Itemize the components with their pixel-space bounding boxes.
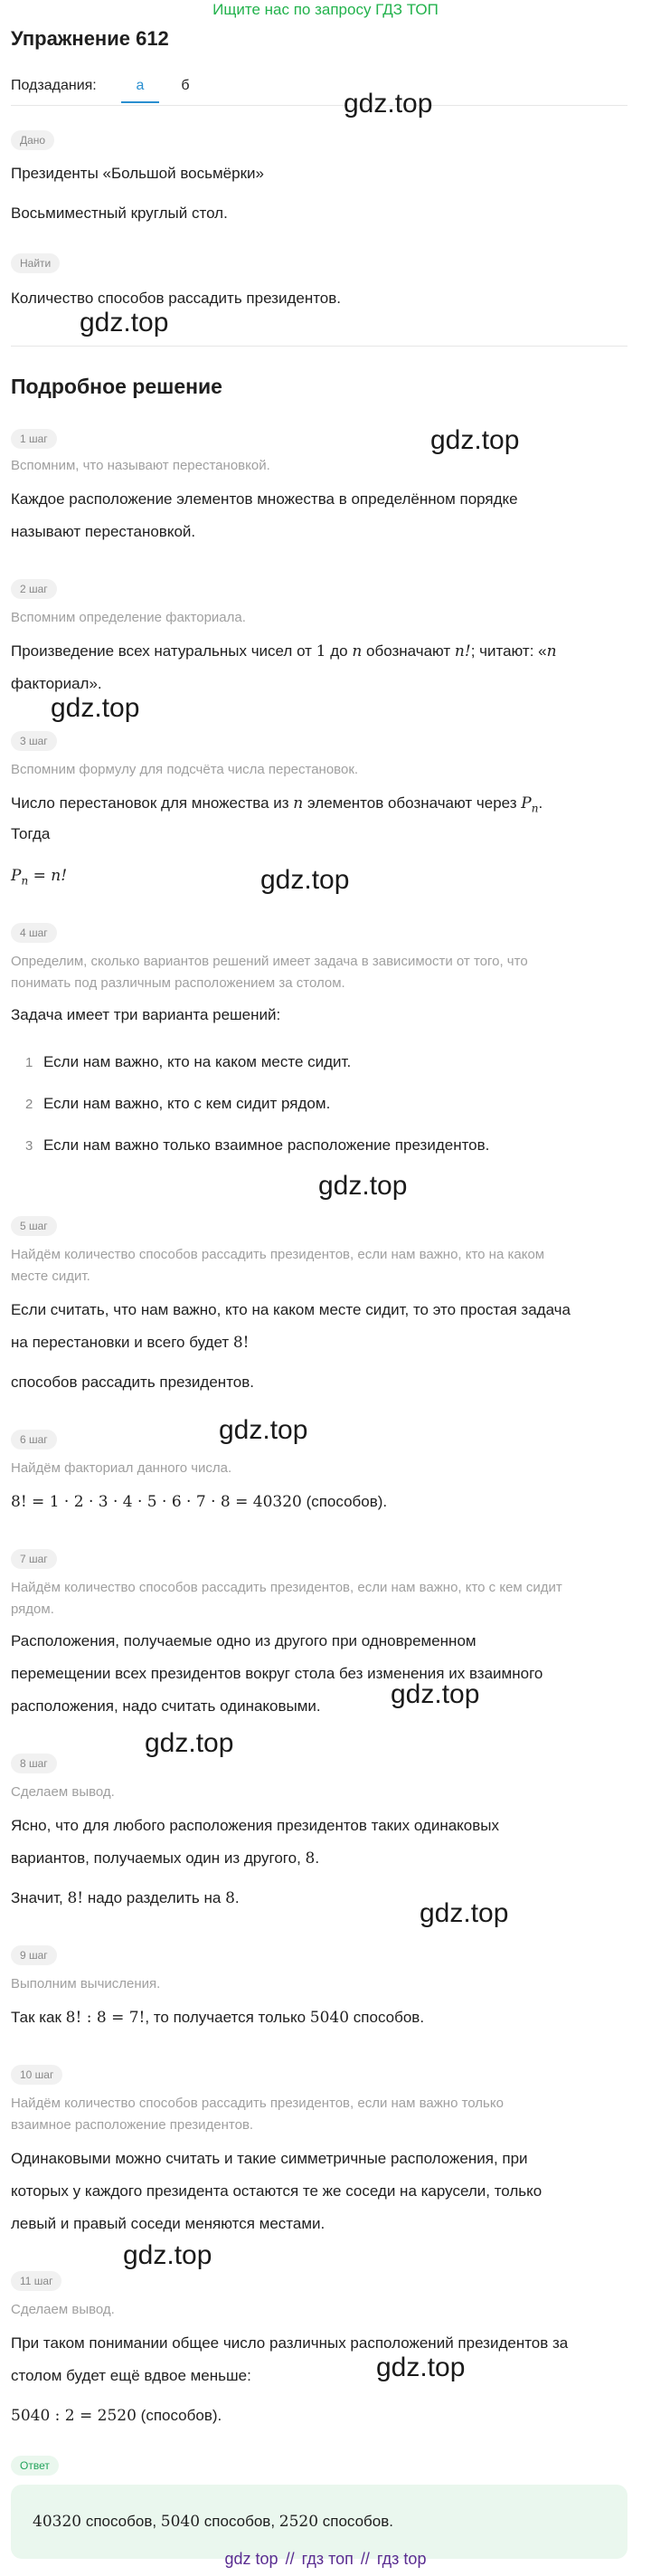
list-item-number: 1 xyxy=(25,1055,33,1070)
page-title: Упражнение 612 xyxy=(11,27,169,50)
step-2-hint: Вспомним определение факториала. xyxy=(11,610,246,625)
watermark: gdz.top xyxy=(376,2353,466,2382)
step-6-hint: Найдём факториал данного числа. xyxy=(11,1460,232,1476)
solution-title: Подробное решение xyxy=(11,375,222,398)
step-10-line-1: Одинаковыми можно считать и такие симметричные расположения, при xyxy=(11,2150,528,2167)
watermark: gdz.top xyxy=(344,89,433,119)
step-10-line-2: которых у каждого президента остаются те же соседи на карусели, только xyxy=(11,2182,542,2200)
step-6-formula: 8! = 1 · 2 · 3 · 4 · 5 · 6 · 7 · 8 = 40320 (способов). xyxy=(11,1493,388,1511)
watermark: gdz.top xyxy=(260,865,350,895)
footer-link[interactable]: gdz top xyxy=(224,2550,278,2568)
list-item: Если нам важно, кто на каком месте сидит. xyxy=(43,1053,352,1070)
step-6-pill: 6 шаг xyxy=(11,1430,57,1450)
footer-links xyxy=(0,2550,651,2569)
step-5-line-3: способов рассадить президентов. xyxy=(11,1374,254,1391)
step-1-pill: 1 шаг xyxy=(11,429,57,449)
step-3-hint: Вспомним формулу для подсчёта числа перестановок. xyxy=(11,762,359,777)
step-11-line-1: При таком понимании общее число различных расположений президентов за xyxy=(11,2334,569,2352)
step-8-line-2: вариантов, получаемых один из другого, 8. xyxy=(11,1849,320,1868)
answer-pill: Ответ xyxy=(11,2456,59,2476)
step-7-hint-2: рядом. xyxy=(11,1602,54,1617)
step-1-line-2: называют перестановкой. xyxy=(11,523,196,540)
step-2-pill: 2 шаг xyxy=(11,579,57,599)
watermark: gdz.top xyxy=(420,1898,509,1928)
list-item: Если нам важно только взаимное расположение президентов. xyxy=(43,1136,490,1154)
find-pill: Найти xyxy=(11,253,60,273)
step-10-hint-1: Найдём количество способов рассадить президентов, если нам важно только xyxy=(11,2096,504,2111)
watermark: gdz.top xyxy=(123,2240,212,2270)
watermark: gdz.top xyxy=(80,308,169,337)
step-8-pill: 8 шаг xyxy=(11,1754,57,1773)
given-pill: Дано xyxy=(11,130,54,150)
step-7-line-1: Расположения, получаемые одно из другого при одновременном xyxy=(11,1632,476,1649)
find-text: Количество способов рассадить президентов. xyxy=(11,290,342,307)
step-1-line-1: Каждое расположение элементов множества в определённом порядке xyxy=(11,490,518,508)
step-9-pill: 9 шаг xyxy=(11,1945,57,1965)
step-8-hint: Сделаем вывод. xyxy=(11,1784,115,1800)
footer-link[interactable]: гдз топ xyxy=(301,2550,354,2568)
step-5-line-1: Если считать, что нам важно, кто на каком месте сидит, то это простая задача xyxy=(11,1301,571,1318)
list-item-number: 3 xyxy=(25,1138,33,1154)
step-1-hint: Вспомним, что называют перестановкой. xyxy=(11,458,270,473)
step-7-line-2: перемещении всех президентов вокруг стола без изменения их взаимного xyxy=(11,1665,543,1682)
step-10-line-3: левый и правый соседи меняются местами. xyxy=(11,2215,326,2232)
footer-link[interactable]: гдз top xyxy=(376,2550,427,2568)
step-11-line-2: столом будет ещё вдвое меньше: xyxy=(11,2367,251,2384)
list-item: Если нам важно, кто с кем сидит рядом. xyxy=(43,1095,331,1112)
answer-text: 40320 способов, 5040 способов, 2520 способов. xyxy=(33,2513,394,2531)
step-5-pill: 5 шаг xyxy=(11,1216,57,1236)
tab-b[interactable]: б xyxy=(181,78,190,93)
step-11-hint: Сделаем вывод. xyxy=(11,2302,115,2317)
step-9-hint: Выполним вычисления. xyxy=(11,1976,161,1991)
step-5-hint-2: месте сидит. xyxy=(11,1269,90,1284)
step-4-hint-2: понимать под различным расположением за столом. xyxy=(11,975,345,991)
step-10-hint-2: взаимное расположение президентов. xyxy=(11,2117,254,2133)
tab-a[interactable]: а xyxy=(121,71,159,103)
search-banner[interactable]: Ищите нас по запросу ГДЗ ТОП xyxy=(212,1,439,18)
step-11-pill: 11 шаг xyxy=(11,2271,61,2291)
divider xyxy=(11,346,627,347)
footer-separator: // xyxy=(360,2550,370,2568)
step-8-line-3: Значит, 8! надо разделить на 8. xyxy=(11,1889,240,1907)
list-item-number: 2 xyxy=(25,1097,33,1112)
step-3-formula: $P_n = n$! xyxy=(11,867,68,888)
given-line-1: Президенты «Большой восьмёрки» xyxy=(11,165,264,182)
step-3-line-1: Число перестановок для множества из n элементов обозначают через $P_n$. xyxy=(11,794,543,815)
step-7-line-3: расположения, надо считать одинаковыми. xyxy=(11,1697,321,1715)
step-7-hint-1: Найдём количество способов рассадить президентов, если нам важно, кто с кем сидит xyxy=(11,1580,562,1595)
step-8-line-1: Ясно, что для любого расположения президентов таких одинаковых xyxy=(11,1817,500,1834)
step-5-line-2: на перестановки и всего будет 8! xyxy=(11,1334,250,1352)
subtasks-label: Подзадания: xyxy=(11,78,97,93)
step-10-pill: 10 шаг xyxy=(11,2065,62,2085)
step-7-pill: 7 шаг xyxy=(11,1549,57,1569)
divider xyxy=(11,105,627,106)
watermark: gdz.top xyxy=(391,1679,480,1709)
watermark: gdz.top xyxy=(145,1728,234,1758)
step-3-pill: 3 шаг xyxy=(11,731,57,751)
step-9-line-1: Так как 8! : 8 = 7!, то получается только 5040 способов. xyxy=(11,2009,425,2027)
step-4-hint-1: Определим, сколько вариантов решений имеет задача в зависимости от того, что xyxy=(11,954,528,969)
step-4-pill: 4 шаг xyxy=(11,923,57,943)
watermark: gdz.top xyxy=(430,425,520,455)
watermark: gdz.top xyxy=(318,1171,408,1201)
watermark: gdz.top xyxy=(51,693,140,723)
step-4-intro: Задача имеет три варианта решений: xyxy=(11,1006,281,1023)
step-2-line-2: факториал». xyxy=(11,675,102,692)
given-line-2: Восьмиместный круглый стол. xyxy=(11,204,228,222)
step-2-line-1: Произведение всех натуральных чисел от 1 до n обозначают n!; читают: «n xyxy=(11,642,557,661)
watermark: gdz.top xyxy=(219,1415,308,1445)
step-11-formula: 5040 : 2 = 2520 (способов). xyxy=(11,2407,222,2425)
step-3-line-2: Тогда xyxy=(11,825,51,842)
step-5-hint-1: Найдём количество способов рассадить президентов, если нам важно, кто на каком xyxy=(11,1247,545,1262)
footer-separator: // xyxy=(285,2550,295,2568)
